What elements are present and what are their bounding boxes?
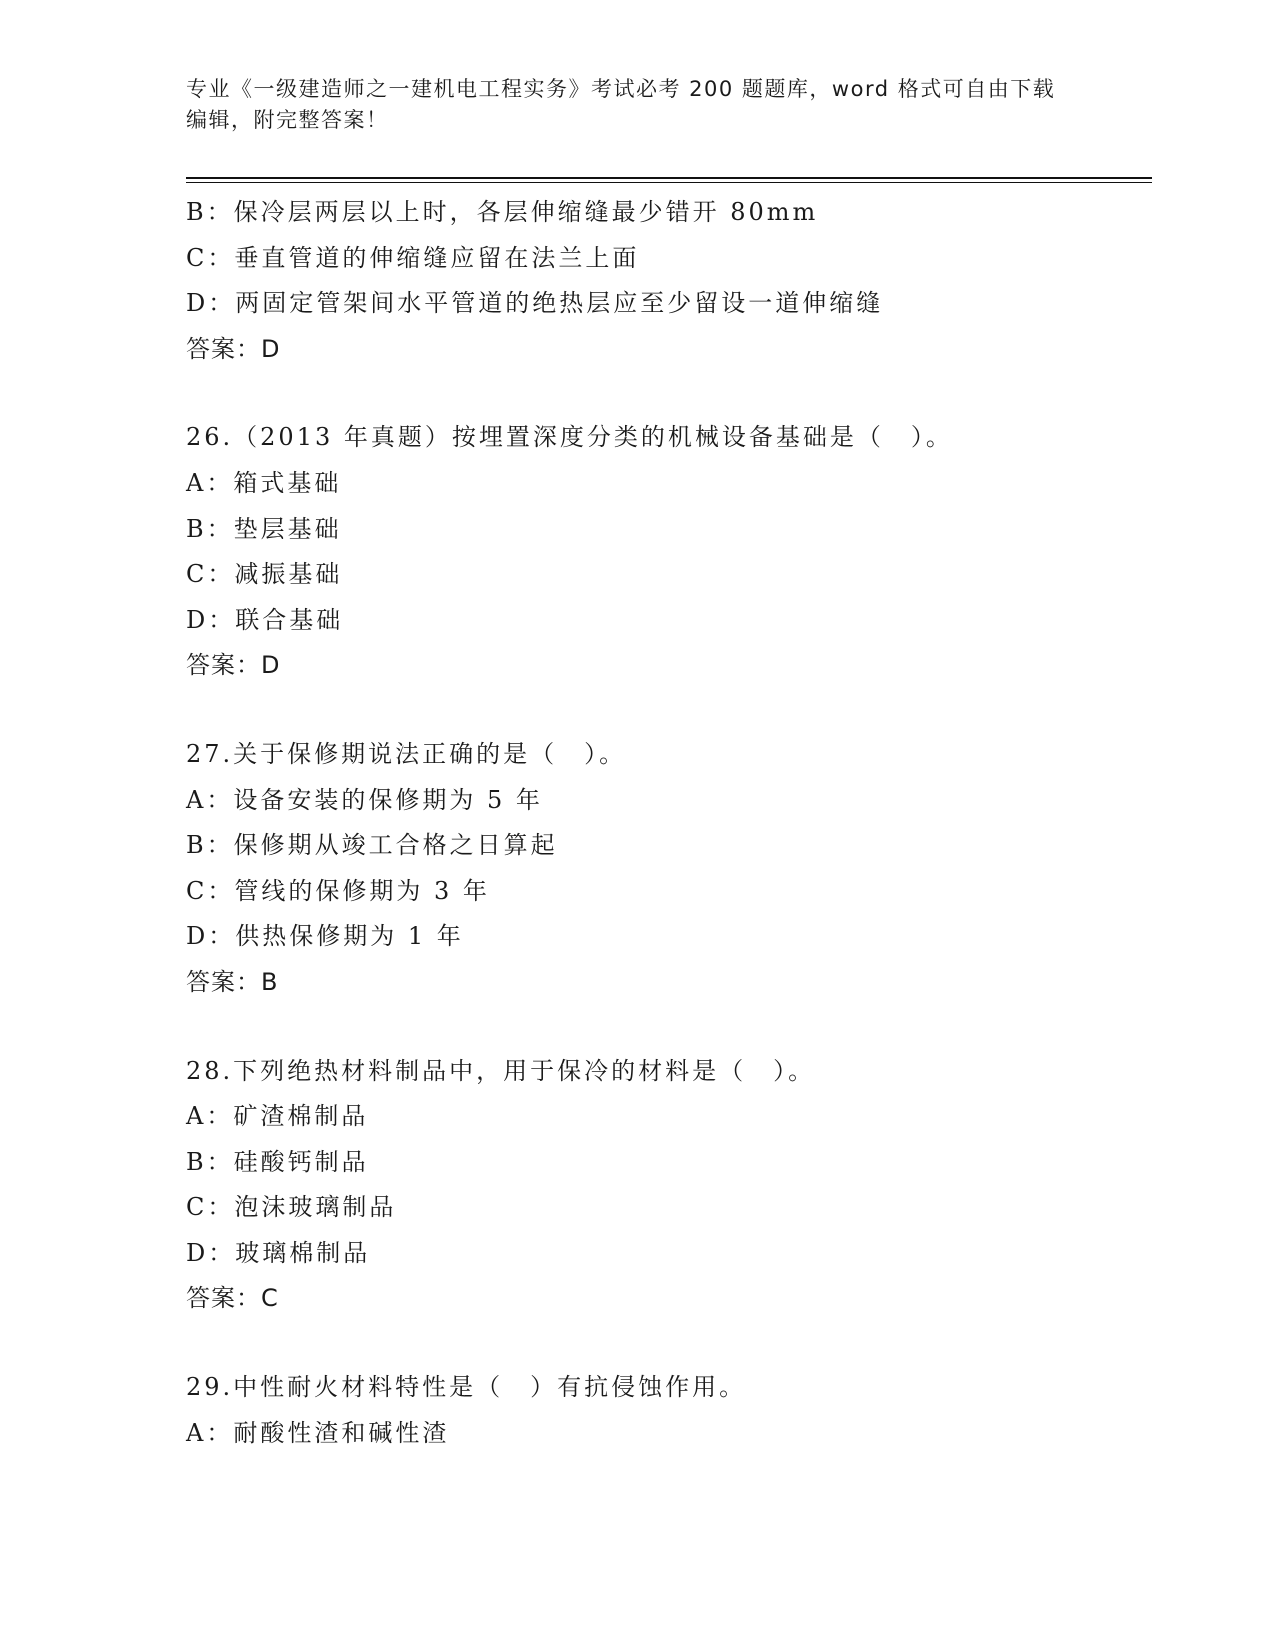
question-text: 26.（2013 年真题）按埋置深度分类的机械设备基础是（ ）。	[186, 423, 953, 452]
question-list	[186, 190, 1146, 1456]
question-block-28	[186, 1049, 1146, 1323]
option-c: C：减振基础	[186, 560, 343, 589]
answer: 答案：C	[186, 1284, 279, 1313]
option-b: B：保冷层两层以上时，各层伸缩缝最少错开 80mm	[186, 198, 819, 226]
question-block-25-continued	[186, 190, 1146, 372]
question-block-27	[186, 732, 1146, 1006]
option-c: C：管线的保修期为 3 年	[186, 876, 490, 905]
answer: 答案：D	[186, 651, 281, 680]
option-d: D：玻璃棉制品	[186, 1238, 371, 1267]
option-a: A：箱式基础	[186, 468, 342, 497]
option-a: A：设备安装的保修期为 5 年	[186, 785, 543, 814]
option-d: D：两固定管架间水平管道的绝热层应至少留设一道伸缩缝	[186, 289, 884, 318]
answer: 答案：B	[186, 967, 279, 996]
option-b: B：垫层基础	[186, 514, 342, 543]
option-d: D：联合基础	[186, 605, 344, 634]
question-text: 29.中性耐火材料特性是（ ）有抗侵蚀作用。	[186, 1373, 747, 1402]
option-b: B：保修期从竣工合格之日算起	[186, 831, 558, 860]
question-block-29	[186, 1365, 1146, 1456]
answer: 答案：D	[186, 334, 281, 363]
question-text: 27.关于保修期说法正确的是（ ）。	[186, 739, 627, 768]
document-header: 专业《一级建造师之一建机电工程实务》考试必考 200 题题库，word 格式可自由下载编辑，附完整答案！	[186, 77, 1056, 132]
option-c: C：泡沫玻璃制品	[186, 1193, 397, 1222]
question-block-26	[186, 415, 1146, 689]
header-rule-thick	[186, 177, 1152, 179]
option-a: A：矿渣棉制品	[186, 1102, 369, 1131]
option-b: B：硅酸钙制品	[186, 1147, 369, 1176]
option-c: C：垂直管道的伸缩缝应留在法兰上面	[186, 243, 640, 272]
header-rule-thin	[186, 182, 1152, 183]
option-a: A：耐酸性渣和碱性渣	[186, 1418, 450, 1447]
question-text: 28.下列绝热材料制品中，用于保冷的材料是（ ）。	[186, 1056, 816, 1085]
option-d: D：供热保修期为 1 年	[186, 922, 464, 951]
